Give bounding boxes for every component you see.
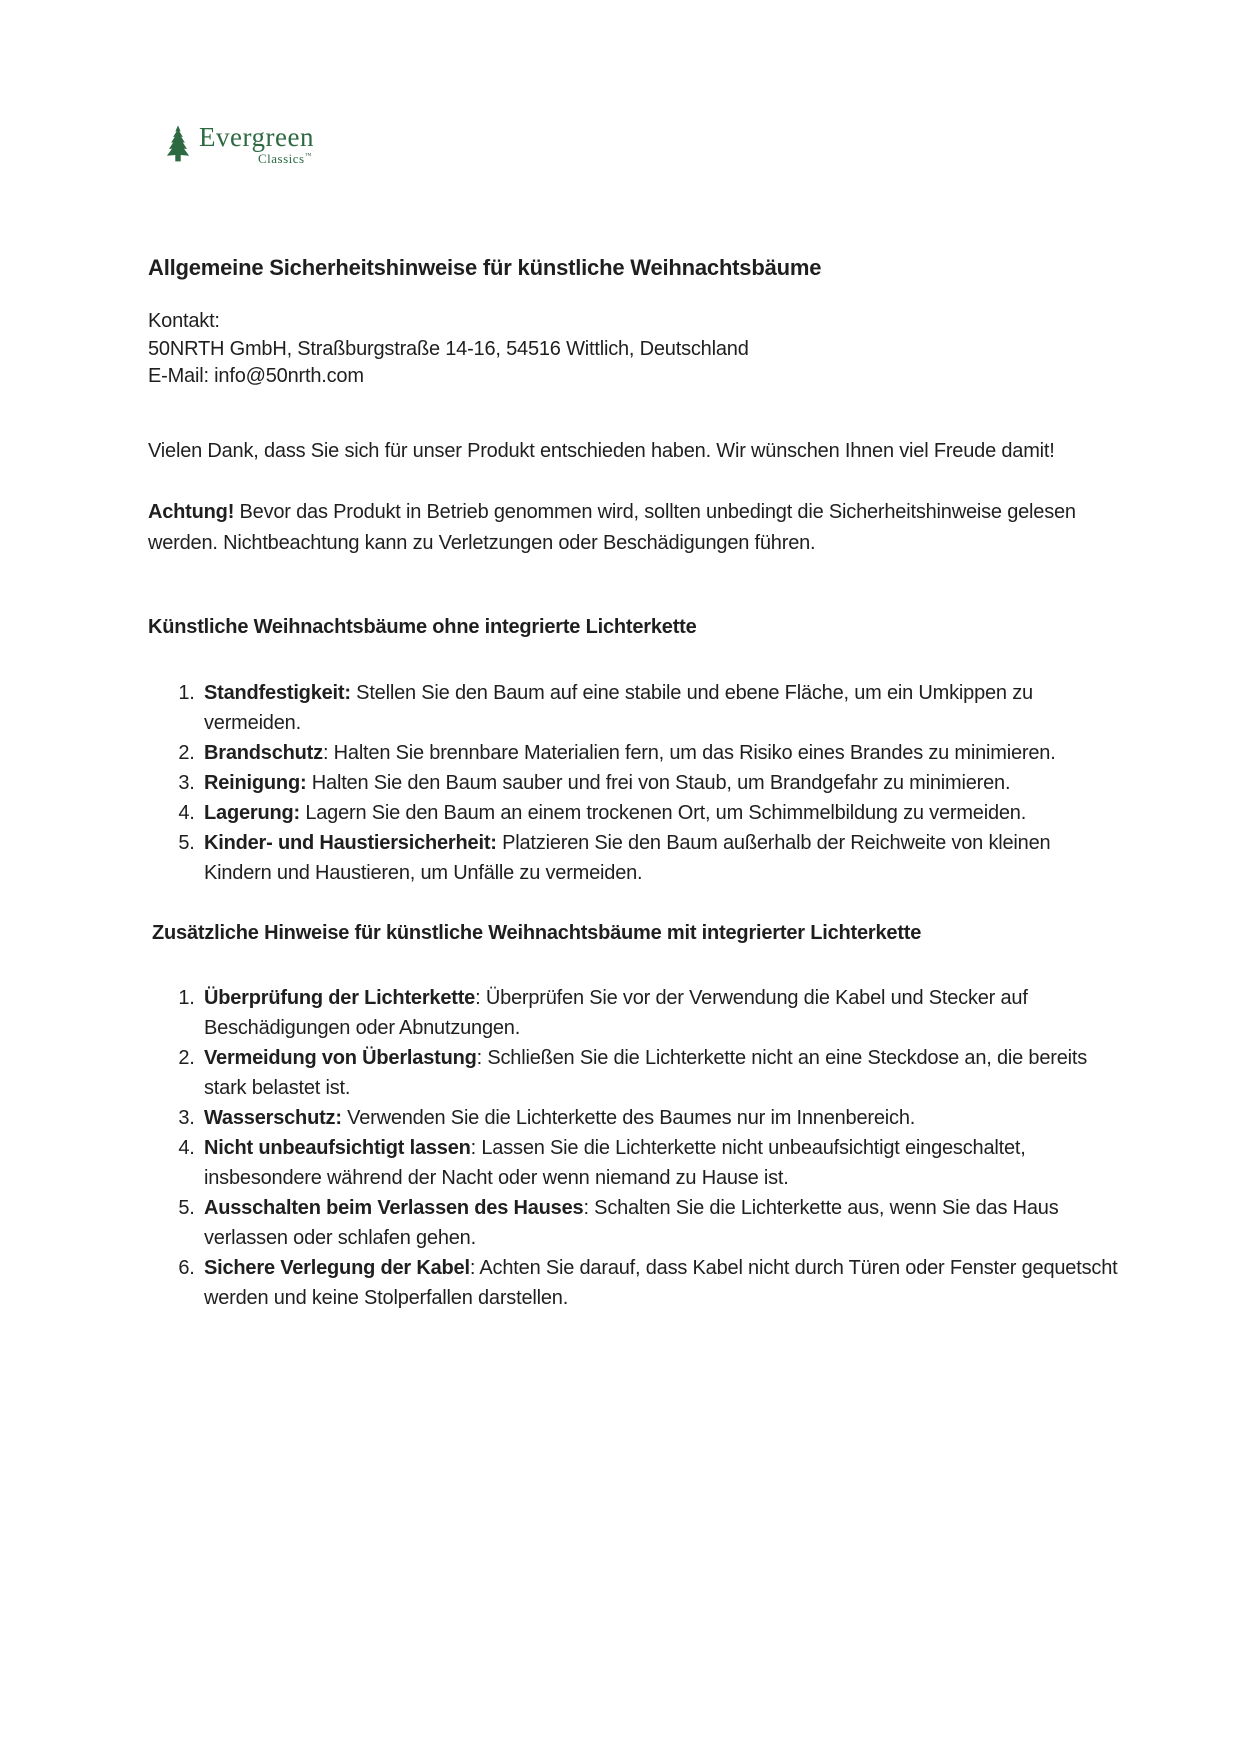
list-item: 4. Nicht unbeaufsichtigt lassen: Lassen Sie die Lichterkette nicht unbeaufsichtigt eingeschaltet, insbesondere während der Nacht oder wenn niemand zu Hause ist.	[200, 1133, 1123, 1193]
contact-block	[148, 308, 1123, 391]
section-heading-no-lights: Künstliche Weihnachtsbäume ohne integrierte Lichterkette	[148, 615, 697, 638]
list-item-term: Kinder- und Haustiersicherheit:	[204, 831, 497, 854]
list-item: 1. Standfestigkeit: Stellen Sie den Baum auf eine stabile und ebene Fläche, um ein Umkippen zu vermeiden.	[200, 678, 1123, 738]
section-heading-with-lights: Zusätzliche Hinweise für künstliche Weihnachtsbäume mit integrierter Lichterkette	[152, 921, 922, 944]
contact-email: E-Mail: info@50nrth.com	[148, 365, 364, 387]
list-item-term: Reinigung:	[204, 771, 307, 794]
list-item: 4. Lagerung: Lagern Sie den Baum an einem trockenen Ort, um Schimmelbildung zu vermeiden.	[200, 798, 1123, 828]
logo-sub-text: Classics™	[257, 151, 312, 166]
list-item: 6. Sichere Verlegung der Kabel: Achten Sie darauf, dass Kabel nicht durch Türen oder Fenster gequetscht werden und keine Stolperfallen darstellen.	[200, 1253, 1123, 1313]
list-item: 3. Wasserschutz: Verwenden Sie die Lichterkette des Baumes nur im Innenbereich.	[200, 1103, 1123, 1133]
contact-address: 50NRTH GmbH, Straßburgstraße 14-16, 54516 Wittlich, Deutschland	[148, 337, 749, 360]
list-item-term: Nicht unbeaufsichtigt lassen	[204, 1136, 471, 1159]
trademark-symbol: ™	[304, 151, 312, 160]
list-item: 2. Brandschutz: Halten Sie brennbare Materialien fern, um das Risiko eines Brandes zu minimieren.	[200, 738, 1123, 768]
list-item-term: Überprüfung der Lichterkette	[204, 986, 476, 1009]
safety-list-with-lights	[148, 983, 1123, 1313]
document-content	[148, 0, 1123, 1313]
contact-label: Kontakt:	[148, 310, 220, 332]
list-item: 3. Reinigung: Halten Sie den Baum sauber und frei von Staub, um Brandgefahr zu minimieren.	[200, 768, 1123, 798]
warning-text: Bevor das Produkt in Betrieb genommen wird, sollten unbedingt die Sicherheitshinweise gelesen werden. Nichtbeachtung kann zu Verletzungen oder Beschädigungen führen.	[148, 500, 1076, 554]
list-item: 1. Überprüfung der Lichterkette: Überprüfen Sie vor der Verwendung die Kabel und Stecker auf Beschädigungen oder Abnutzungen.	[200, 983, 1123, 1043]
list-item: 2. Vermeidung von Überlastung: Schließen Sie die Lichterkette nicht an eine Steckdose an, die bereits stark belastet ist.	[200, 1043, 1123, 1103]
logo-brand-text: Evergreen	[199, 122, 314, 152]
page-title: Allgemeine Sicherheitshinweise für künstliche Weihnachtsbäume	[148, 255, 822, 280]
list-item-term: Standfestigkeit:	[204, 681, 351, 704]
warning-paragraph	[148, 497, 1078, 559]
list-item-term: Brandschutz	[204, 741, 323, 764]
list-item-term: Vermeidung von Überlastung	[204, 1046, 477, 1069]
list-item-term: Wasserschutz:	[204, 1106, 342, 1129]
warning-lead: Achtung!	[148, 500, 235, 523]
list-item: 5. Ausschalten beim Verlassen des Hauses: Schalten Sie die Lichterkette aus, wenn Sie das Haus verlassen oder schlafen gehen.	[200, 1193, 1123, 1253]
intro-paragraph: Vielen Dank, dass Sie sich für unser Produkt entschieden haben. Wir wünschen Ihnen viel Freude damit!	[148, 439, 1055, 462]
list-item: 5. Kinder- und Haustiersicherheit: Platzieren Sie den Baum außerhalb der Reichweite von kleinen Kindern und Haustieren, um Unfälle zu vermeiden.	[200, 828, 1123, 888]
safety-list-no-lights	[148, 678, 1123, 888]
list-item-term: Sichere Verlegung der Kabel	[204, 1256, 470, 1279]
list-item-term: Ausschalten beim Verlassen des Hauses	[204, 1196, 584, 1219]
list-item-term: Lagerung:	[204, 801, 300, 824]
